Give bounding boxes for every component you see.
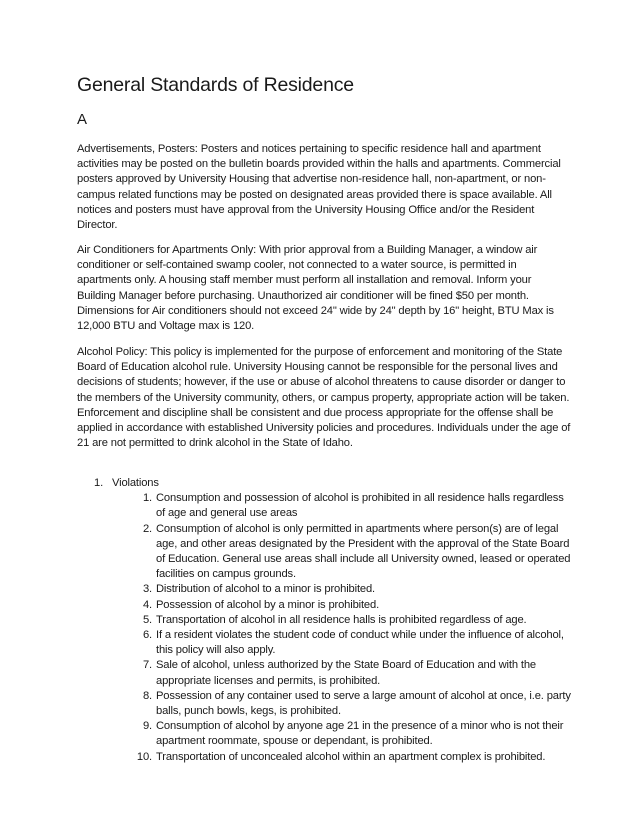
list-item [138,628,574,658]
page-title: General Standards of Residence [77,74,354,96]
list-number: 10. [136,750,152,763]
violations-list [138,491,574,765]
list-number: 1. [94,477,104,489]
list-item-text: Consumption and possession of alcohol is prohibited in all residence halls regardless of age and general use areas [156,492,564,520]
list-item [138,613,574,628]
list-number: 2. [142,522,152,535]
list-item [138,719,574,749]
list-item [138,689,574,719]
air-conditioners-paragraph: Air Conditioners for Apartments Only: With prior approval from a Building Manager, a window air conditioner or self-contained swamp cooler, not connected to a water source, is permitted in apartments only. A housing staff member must perform all installation and removal. Inform your Building Manager before purchasing. Unauthorized air conditioner will be fined $50 per month. Dimensions for Air conditioners should not exceed 24" wide by 24" depth by 16" height, BTU Max is 12,000 BTU and Voltage max is 120. [77,244,554,333]
violations-label: Violations [112,477,159,489]
list-item [138,750,574,765]
list-number: 5. [142,613,152,626]
list-item-text: If a resident violates the student code of conduct while under the influence of alcohol, this policy will also apply. [156,629,564,657]
list-item-text: Distribution of alcohol to a minor is prohibited. [156,583,376,596]
policy-list [94,476,574,765]
list-item-text: Sale of alcohol, unless authorized by the State Board of Education and with the appropriate licenses and permits, is prohibited. [156,659,536,687]
list-number: 7. [142,659,152,672]
list-number: 9. [142,720,152,733]
list-number: 8. [142,689,152,702]
list-item-text: Possession of any container used to serve a large amount of alcohol at once, i.e. party balls, punch bowls, kegs, is prohibited. [156,689,571,718]
list-number: 1. [142,492,152,505]
list-item-text: Consumption of alcohol is only permitted in apartments where person(s) are of legal age, and other areas designated by the President with the approval of the State Board of Education. General use areas shall include all University owned, leased or operated facilities on campus grounds. [156,522,571,581]
alcohol-policy-paragraph: Alcohol Policy: This policy is implemented for the purpose of enforcement and monitoring of the State Board of Education alcohol rule. University Housing cannot be responsible for the personal lives and decisions of students; however, if the use or abuse of alcohol threatens to cause disorder or danger to the members of the University community, others, or campus property, appropriate action will be taken. Enforcement and discipline shall be consistent and due process appropriate for the offense shall be applied in accordance with established University policies and procedures. Individuals under the age of 21 are not permitted to drink alcohol in the State of Idaho. [77,346,571,450]
list-item-text: Possession of alcohol by a minor is prohibited. [156,598,380,611]
advertisements-paragraph: Advertisements, Posters: Posters and notices pertaining to specific residence hall and apartment activities may be posted on the bulletin boards provided within the halls and apartments. Commercial posters approved by University Housing that advertise non-residence hall, non-apartment, or non-campus related functions may be posted on designated areas provided there is space available. All notices and posters must have approval from the University Housing Office and/or the Resident Director. [77,143,561,232]
list-number: 3. [142,583,152,596]
list-item [138,598,574,613]
section-letter: A [77,111,88,128]
list-item-text: Consumption of alcohol by anyone age 21 in the presence of a minor who is not their apartment roommate, spouse or dependant, is prohibited. [156,720,564,748]
list-item [138,491,574,521]
violations-item [94,476,574,765]
list-item [138,522,574,583]
list-number: 4. [142,598,152,611]
list-item-text: Transportation of alcohol in all residence halls is prohibited regardless of age. [156,613,527,626]
list-item [138,582,574,597]
list-item [138,658,574,688]
list-number: 6. [142,629,152,642]
list-item-text: Transportation of unconcealed alcohol within an apartment complex is prohibited. [156,750,546,763]
